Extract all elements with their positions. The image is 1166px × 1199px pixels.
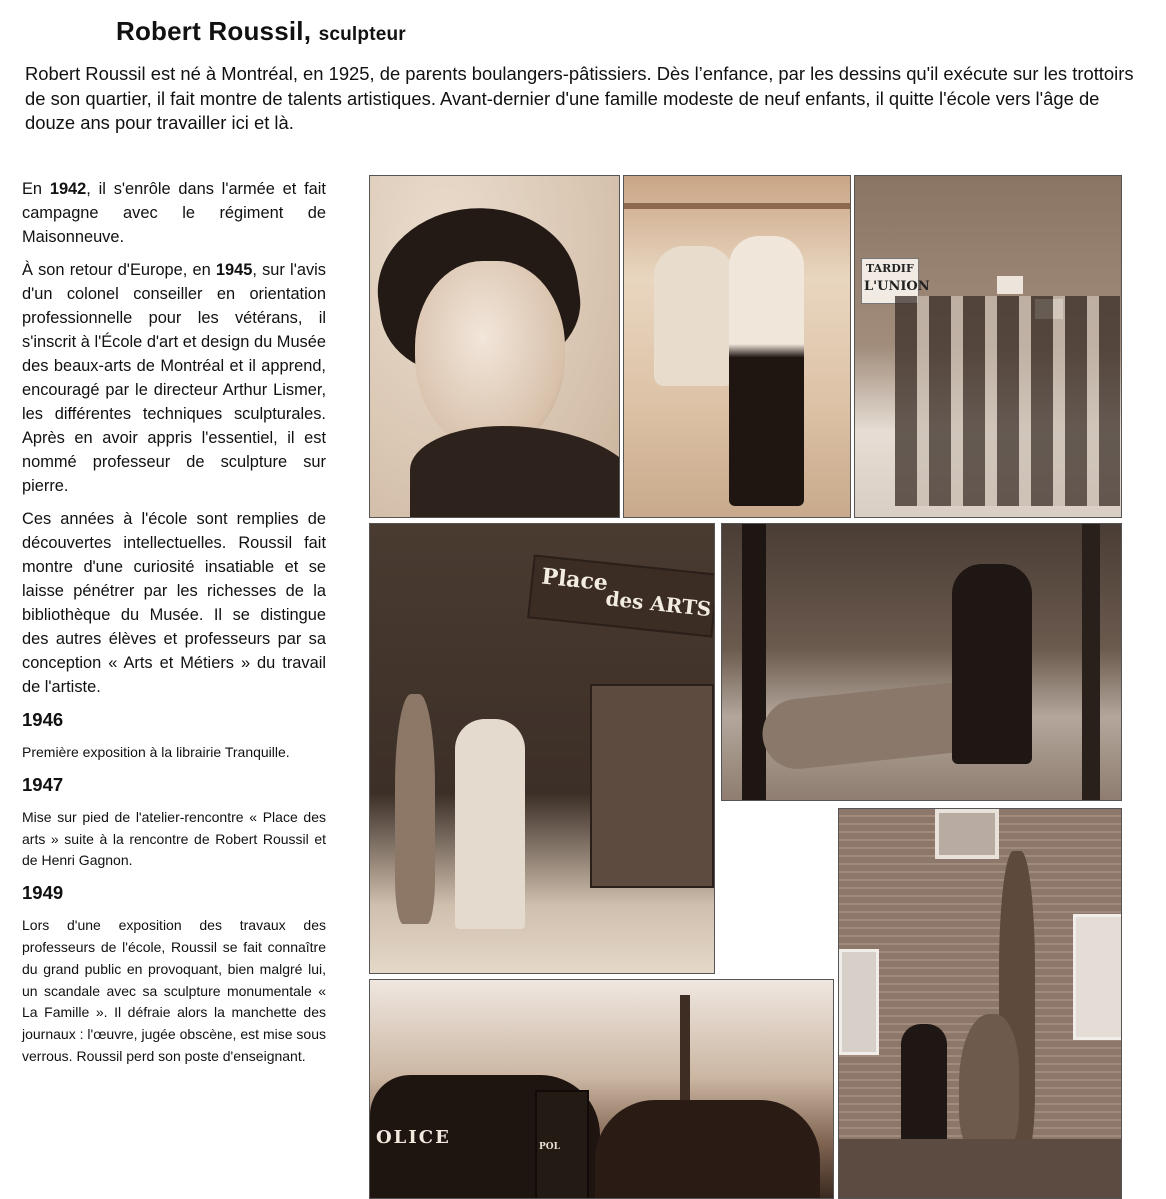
- statue-shape: [395, 694, 435, 924]
- timeline-year: 1946: [22, 709, 64, 730]
- photo-studio: [623, 175, 851, 518]
- bio-paragraph-school: Ces années à l'école sont remplies de découvertes intellectuelles. Roussil fait montre d'une curiosité insatiable et se laisse pénétrer par les richesses de la bibliothèque du Musée. Il se distingue des autres élèves et professeurs par sa conception « Arts et Métiers » du travail de l'artiste.: [22, 510, 326, 696]
- face-shape: [415, 261, 565, 451]
- page-title: [116, 16, 406, 47]
- window-right: [1073, 914, 1122, 1040]
- photo-portrait: [369, 175, 620, 518]
- jacket-shape: [410, 426, 620, 518]
- photo-protest: [854, 175, 1122, 518]
- van-door: POL: [535, 1090, 589, 1199]
- bio-paragraph-1945: À son retour d'Europe, en 1945, sur l'avis d'un colonel conseiller en orientation professionnelle pour les vétérans, il s'inscrit à l'École d'art et design du Musée des beaux-arts de Montréal et il apprend, encouragé par le directeur Arthur Lismer, les différentes techniques sculpturales. Après en avoir appris l'essentiel, il est nommé professeur de sculpture sur pierre.: [22, 261, 326, 495]
- timeline-text: Première exposition à la librairie Tranquille.: [22, 744, 290, 760]
- man-in-overcoat: [952, 564, 1032, 764]
- timeline-text: Mise sur pied de l'atelier-rencontre « Place des arts » suite à la rencontre de Robert Roussil et de Henri Gagnon.: [22, 808, 326, 869]
- shelf-shape: [624, 203, 851, 209]
- artist-role: sculpteur: [318, 24, 406, 45]
- year-1942: 1942: [49, 180, 87, 198]
- kneeling-sculpture: [959, 1014, 1019, 1154]
- photo-police: [369, 979, 834, 1199]
- photo-park: [721, 523, 1122, 801]
- year-1945: 1945: [215, 261, 253, 279]
- protest-sign-2: [997, 276, 1023, 294]
- tree-trunk: [742, 524, 766, 801]
- figure-left: [654, 246, 734, 386]
- figure-right: [729, 236, 804, 506]
- door-shape: [590, 684, 714, 888]
- intro-paragraph: Robert Roussil est né à Montréal, en 1925, de parents boulangers-pâtissiers. Dès l’enfance, par les dessins qu'il exécute sur les trottoirs de son quartier, il fait montre de talents artistiques. Avant-dernier d'une famille modeste de neuf enfants, il quitte l'école vers l'âge de douze ans pour travailler ici et là.: [25, 63, 1134, 133]
- police-van: OLICE: [370, 1075, 600, 1199]
- marchers-group: [895, 296, 1120, 506]
- ground: [839, 1139, 1122, 1199]
- timeline-year: 1947: [22, 773, 64, 795]
- timeline-text: Lors d'une exposition des travaux des professeurs de l'école, Roussil se fait connaître du grand public en provoquant, bien malgré lui, un scandale avec sa sculpture monumentale « La Famille ». Il défraie alors la manchette des journaux : l'œuvre, jugée obscène, est mise sous verrous. Roussil perd son poste d'enseignant.: [22, 917, 326, 1064]
- place-des-arts-sign: Place des ARTS: [527, 554, 715, 637]
- tree-trunk-2: [1082, 524, 1100, 801]
- photo-brick-sculptures: [838, 808, 1122, 1199]
- bio-paragraph-1942: En 1942, il s'enrôle dans l'armée et fait campagne avec le régiment de Maisonneuve.: [22, 180, 326, 246]
- policemen-group: [595, 1100, 820, 1199]
- window-top: [935, 809, 999, 859]
- protest-sign: TARDIF L'UNION: [861, 258, 919, 304]
- timeline-year: 1949: [22, 882, 64, 904]
- man-in-coat: [455, 719, 525, 929]
- photo-place-des-arts: [369, 523, 715, 974]
- window-left: [839, 949, 879, 1055]
- artist-name: Robert Roussil,: [116, 16, 312, 46]
- biography-column: [22, 177, 326, 1077]
